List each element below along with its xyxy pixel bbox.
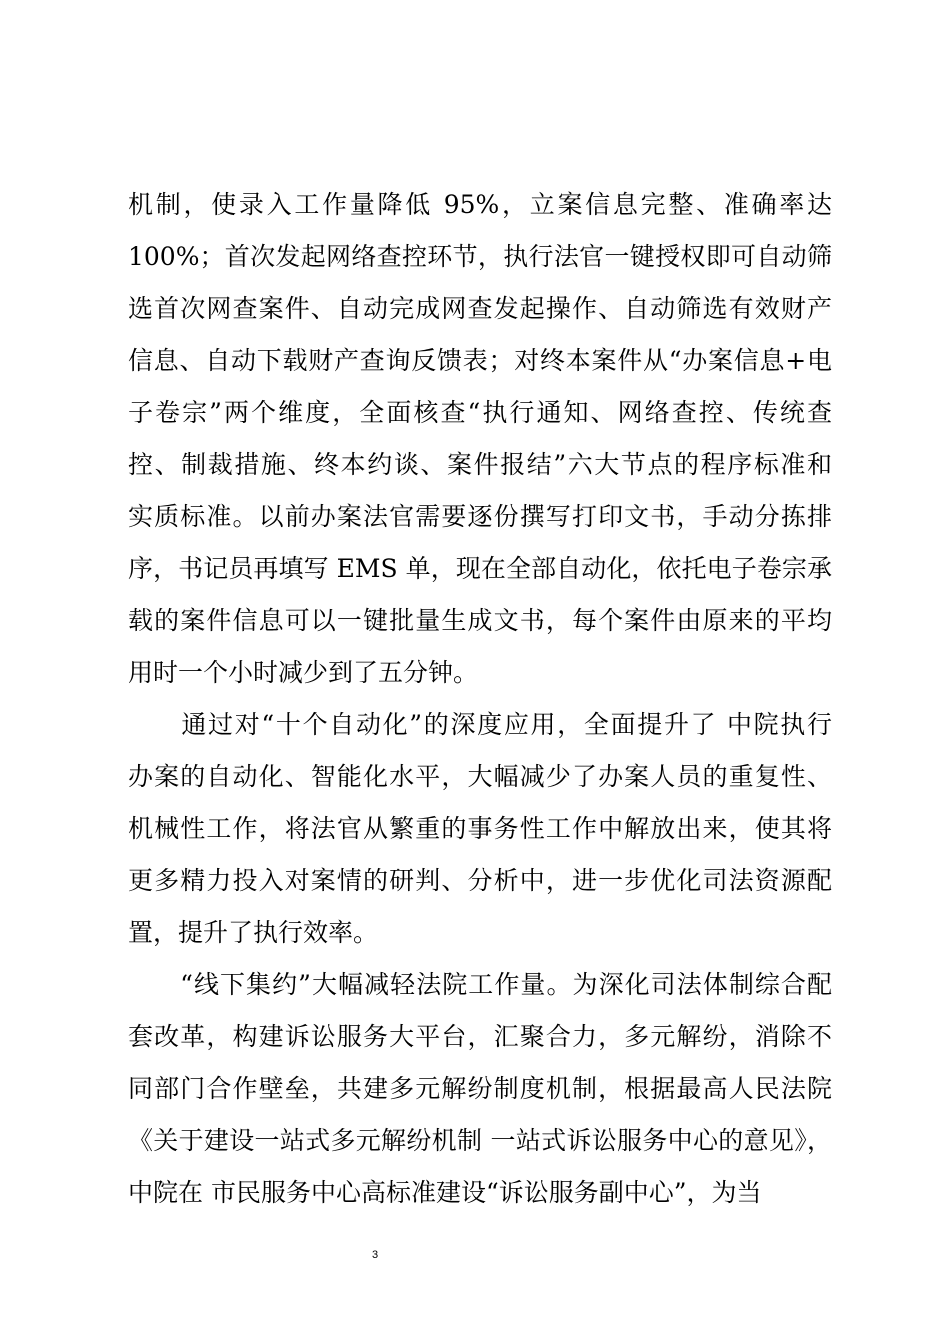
paragraph-2-line-4: 更多精力投入对案情的研判、分析中，进一步优化司法资源配 [128, 866, 832, 895]
paragraph-1-line-8: 序，书记员再填写 EMS 单，现在全部自动化，依托电子卷宗承 [128, 554, 832, 583]
paragraph-2-line-3: 机械性工作，将法官从繁重的事务性工作中解放出来，使其将 [128, 814, 832, 843]
paragraph-1-line-9: 载的案件信息可以一键批量生成文书，每个案件由原来的平均 [128, 606, 832, 635]
paragraph-2-line-5: 置，提升了执行效率。 [128, 918, 379, 947]
paragraph-1-line-10: 用时一个小时减少到了五分钟。 [128, 658, 479, 687]
paragraph-1-line-5: 子卷宗”两个维度，全面核查“执行通知、网络查控、传统查 [128, 398, 832, 427]
page-number: 3 [371, 1249, 379, 1261]
paragraph-2-line-2: 办案的自动化、智能化水平，大幅减少了办案人员的重复性、 [128, 762, 832, 791]
paragraph-3-line-4: 《关于建设一站式多元解纷机制 一站式诉讼服务中心的意见》， [128, 1126, 832, 1155]
paragraph-1-line-7: 实质标准。以前办案法官需要逐份撰写打印文书，手动分拣排 [128, 502, 832, 531]
paragraph-3-line-2: 套改革，构建诉讼服务大平台，汇聚合力，多元解纷，消除不 [128, 1022, 832, 1051]
paragraph-1-line-4: 信息、自动下载财产查询反馈表；对终本案件从“办案信息+电 [128, 346, 832, 375]
paragraph-1-line-6: 控、制裁措施、终本约谈、案件报结”六大节点的程序标准和 [128, 450, 832, 479]
paragraph-1-line-1: 机制，使录入工作量降低 95%，立案信息完整、准确率达 [128, 190, 832, 219]
paragraph-2-line-1: 通过对“十个自动化”的深度应用，全面提升了 中院执行 [128, 710, 832, 739]
paragraph-3-line-3: 同部门合作壁垒，共建多元解纷制度机制，根据最高人民法院 [128, 1074, 832, 1103]
paragraph-3-line-1: “线下集约”大幅减轻法院工作量。为深化司法体制综合配 [128, 970, 832, 999]
paragraph-1-line-3: 选首次网查案件、自动完成网查发起操作、自动筛选有效财产 [128, 294, 832, 323]
paragraph-1-line-2: 100%；首次发起网络查控环节，执行法官一键授权即可自动筛 [128, 242, 832, 271]
paragraph-3-line-5: 中院在 市民服务中心高标准建设“诉讼服务副中心”，为当 [128, 1178, 762, 1207]
